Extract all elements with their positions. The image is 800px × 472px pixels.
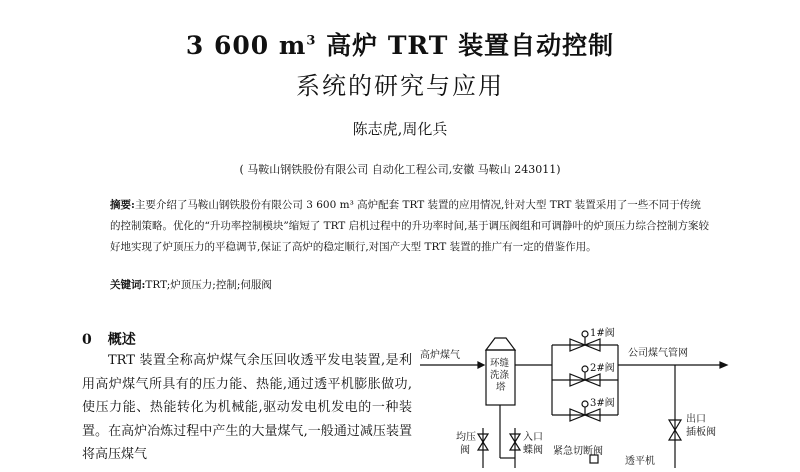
label-inlet-2: 蝶阀 xyxy=(523,445,543,456)
affiliation: ( 马鞍山钢铁股份有限公司 自动化工程公司,安徽 马鞍山 243011) xyxy=(239,163,561,176)
keywords xyxy=(110,277,710,292)
label-inlet-1: 入口 xyxy=(523,432,543,443)
label-valve1: 1#阀 xyxy=(590,328,615,339)
label-outlet-valve-1: 出口 xyxy=(686,414,706,425)
label-equalizing-1: 均压 xyxy=(456,432,476,443)
label-equalizing-2: 阀 xyxy=(460,445,470,456)
abstract-label: 摘要: xyxy=(110,199,135,211)
title-superscript: 3 xyxy=(306,33,317,49)
diagram-svg xyxy=(420,318,750,468)
label-scrubber-1: 环缝 xyxy=(490,358,510,369)
label-turbine: 透平机 xyxy=(625,456,655,467)
abstract xyxy=(110,195,710,258)
section-heading xyxy=(82,329,136,349)
paper-title-line2: 系统的研究与应用 xyxy=(296,72,504,100)
authors: 陈志虎,周化兵 xyxy=(352,120,448,138)
trt-process-diagram xyxy=(420,318,750,468)
paper-title-line1 xyxy=(0,26,800,62)
title-suffix: 高炉 TRT 装置自动控制 xyxy=(316,31,615,60)
keywords-label: 关键词: xyxy=(110,279,146,291)
abstract-text: 主要介绍了马鞍山钢铁股份有限公司 3 600 m³ 高炉配套 TRT 装置的应用情况,针对大型 TRT 装置采用了一些不同于传统的控制策略。优化的“升功率控制模块”缩短了 TRT 启机过程中的升功率时间,基于调压阀组和可调静叶的炉顶压力综合控制方案较好地实现了炉顶压力的平稳调节,保证了高炉的稳定顺行,对国产大型 TRT 装置的推广有一定的借鉴作用。 xyxy=(110,199,709,253)
label-emergency-valve: 紧急切断阀 xyxy=(553,446,603,457)
section-number: 0 xyxy=(82,332,92,348)
label-pipe-network: 公司煤气管网 xyxy=(628,348,688,359)
title-prefix: 3 600 m xyxy=(185,31,307,60)
body-paragraph: TRT 装置全称高炉煤气余压回收透平发电装置,是利用高炉煤气所具有的压力能、热能,通过透平机膨胀做功,使压力能、热能转化为机械能,驱动发电机发电的一种装置。在高炉冶炼过程中产生的大量煤气,一般通过减压装置将高压煤气 xyxy=(82,353,412,462)
section-body xyxy=(82,349,412,467)
label-scrubber-3: 塔 xyxy=(496,382,506,393)
label-outlet-valve-2: 插板阀 xyxy=(686,427,716,438)
keywords-text: TRT;炉顶压力;控制;伺服阀 xyxy=(145,279,272,291)
section-title: 概述 xyxy=(107,332,136,348)
label-valve3: 3#阀 xyxy=(590,398,615,409)
label-blast-gas: 高炉煤气 xyxy=(420,350,460,361)
scrubber-top xyxy=(486,338,515,350)
label-valve2: 2#阀 xyxy=(590,363,615,374)
label-scrubber-2: 洗涤 xyxy=(490,370,510,381)
network-arrow xyxy=(720,362,727,368)
inlet-arrow xyxy=(478,362,484,368)
